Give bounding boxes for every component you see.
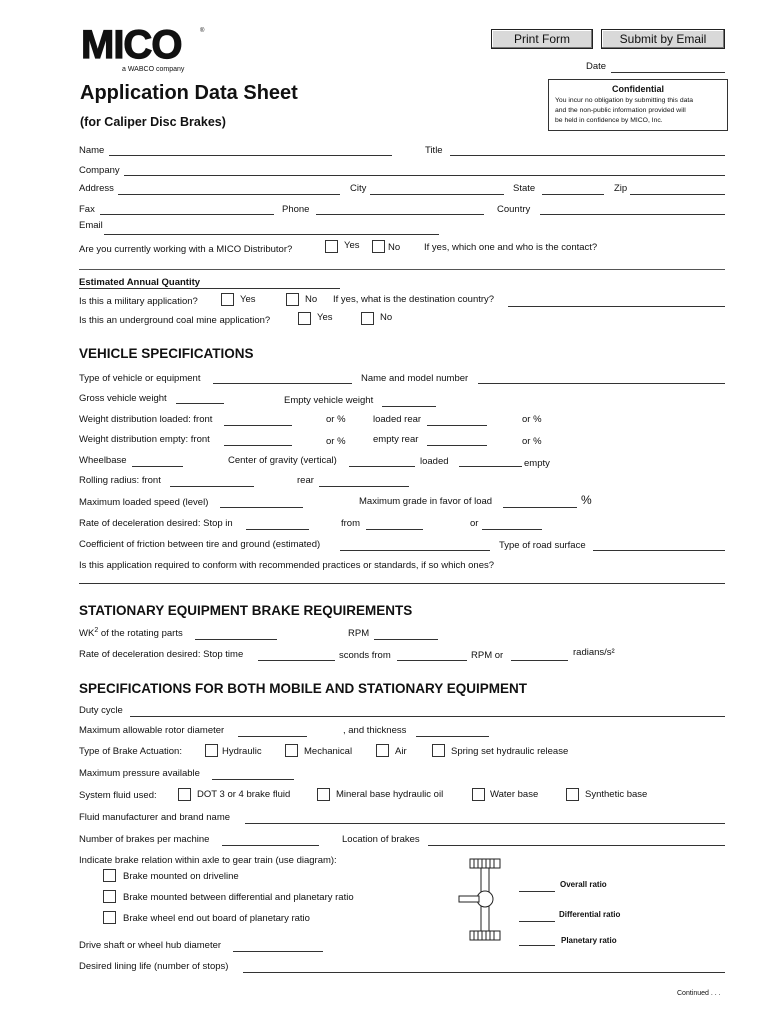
radians-label: radians/s² [573, 647, 615, 658]
decel-from-field[interactable] [366, 529, 423, 530]
decel-or-field[interactable] [482, 529, 542, 530]
road-surface-label: Type of road surface [499, 540, 586, 551]
rotor-diameter-field[interactable] [238, 736, 307, 737]
lining-life-label: Desired lining life (number of stops) [79, 961, 229, 972]
name-field[interactable] [109, 155, 392, 156]
mechanical-checkbox[interactable] [285, 744, 298, 757]
wheelbase-field[interactable] [132, 466, 183, 467]
company-field[interactable] [124, 175, 725, 176]
logo-subtitle: a WABCO company [122, 66, 185, 73]
military-yes-checkbox[interactable] [221, 293, 234, 306]
zip-field[interactable] [630, 194, 725, 195]
rolling-front-field[interactable] [170, 486, 254, 487]
city-field[interactable] [370, 194, 504, 195]
system-fluid-label: System fluid used: [79, 790, 157, 801]
phone-field[interactable] [316, 214, 484, 215]
address-label: Address [79, 183, 114, 194]
decel-stop-field[interactable] [246, 529, 309, 530]
wheel-end-label: Brake wheel end out board of planetary ratio [123, 913, 310, 924]
dot-fluid-checkbox[interactable] [178, 788, 191, 801]
date-label: Date [586, 61, 607, 72]
dot-fluid-label: DOT 3 or 4 brake fluid [197, 789, 291, 800]
distributor-question: Are you currently working with a MICO Distributor? [79, 244, 293, 255]
distributor-yes-checkbox[interactable] [325, 240, 338, 253]
duty-cycle-label: Duty cycle [79, 705, 123, 716]
vehicle-type-field[interactable] [213, 383, 352, 384]
actuation-label: Type of Brake Actuation: [79, 746, 182, 757]
fax-label: Fax [79, 204, 95, 215]
max-grade-label: Maximum grade in favor of load [359, 496, 493, 507]
from-rpm-field[interactable] [397, 660, 467, 661]
between-diff-checkbox[interactable] [103, 890, 116, 903]
annual-quantity-field[interactable] [79, 288, 340, 289]
air-checkbox[interactable] [376, 744, 389, 757]
svg-text:MICO: MICO [81, 26, 182, 62]
cog-empty-field[interactable] [459, 466, 522, 467]
thickness-field[interactable] [416, 736, 489, 737]
brake-location-field[interactable] [428, 845, 725, 846]
distributor-no-checkbox[interactable] [372, 240, 385, 253]
planetary-ratio-field[interactable] [519, 945, 555, 946]
water-base-checkbox[interactable] [472, 788, 485, 801]
hub-diameter-field[interactable] [233, 951, 323, 952]
distributor-yes-label: Yes [344, 240, 360, 251]
confidential-box [548, 79, 728, 131]
print-form-button[interactable]: Print Form [491, 29, 593, 49]
gross-weight-label: Gross vehicle weight [79, 393, 167, 404]
company-label: Company [79, 165, 120, 176]
stop-time-label: Rate of deceleration desired: Stop time [79, 649, 244, 660]
wheelbase-label: Wheelbase [79, 455, 127, 466]
confidential-text-3: be held in confidence by MICO, Inc. [555, 117, 663, 124]
overall-ratio-field[interactable] [519, 891, 555, 892]
date-field[interactable] [611, 72, 725, 73]
name-model-field[interactable] [478, 383, 725, 384]
water-base-label: Water base [490, 789, 539, 800]
decel-from-label: from [341, 518, 360, 529]
stop-time-field[interactable] [258, 660, 335, 661]
page-title: Application Data Sheet [80, 82, 298, 104]
spring-set-label: Spring set hydraulic release [451, 746, 569, 757]
wk-field[interactable] [195, 639, 277, 640]
differential-ratio-label: Differential ratio [559, 910, 621, 919]
vehicle-type-label: Type of vehicle or equipment [79, 373, 201, 384]
coal-yes-checkbox[interactable] [298, 312, 311, 325]
max-pressure-field[interactable] [212, 779, 294, 780]
fluid-mfr-label: Fluid manufacturer and brand name [79, 812, 231, 823]
wd-loaded-front-label: Weight distribution loaded: front [79, 414, 213, 425]
page-subtitle: (for Caliper Disc Brakes) [80, 115, 226, 129]
percent-sign: % [581, 493, 592, 507]
wd-empty-front-label: Weight distribution empty: front [79, 434, 210, 445]
wheel-end-checkbox[interactable] [103, 911, 116, 924]
or-percent-label-4: or % [522, 436, 542, 447]
wd-empty-front-field[interactable] [224, 445, 292, 446]
email-field[interactable] [104, 234, 439, 235]
annual-quantity-label: Estimated Annual Quantity [79, 277, 201, 288]
email-label: Email [79, 220, 103, 231]
loaded-rear-label: loaded rear [373, 414, 422, 425]
svg-text:®: ® [200, 28, 205, 34]
name-label: Name [79, 145, 105, 156]
num-brakes-label: Number of brakes per machine [79, 834, 210, 845]
max-grade-field[interactable] [503, 507, 577, 508]
mineral-oil-label: Mineral base hydraulic oil [336, 789, 444, 800]
num-brakes-field[interactable] [222, 845, 319, 846]
stationary-heading: STATIONARY EQUIPMENT BRAKE REQUIREMENTS [79, 603, 413, 618]
air-label: Air [395, 746, 407, 757]
state-field[interactable] [542, 194, 604, 195]
mechanical-label: Mechanical [304, 746, 353, 757]
brake-location-label: Location of brakes [342, 834, 420, 845]
state-label: State [513, 183, 536, 194]
synthetic-base-checkbox[interactable] [566, 788, 579, 801]
overall-ratio-label: Overall ratio [560, 880, 607, 889]
rpm-label: RPM [348, 628, 370, 639]
rotor-diameter-label: Maximum allowable rotor diameter [79, 725, 225, 736]
max-speed-field[interactable] [220, 507, 303, 508]
lining-life-field[interactable] [243, 972, 725, 973]
title-field[interactable] [450, 155, 725, 156]
thickness-label: , and thickness [343, 725, 407, 736]
wk-label: $WK^2$ of the rotating parts [79, 627, 183, 640]
country-label: Country [497, 204, 531, 215]
decel-or-label: or [470, 518, 479, 529]
hub-diameter-label: Drive shaft or wheel hub diameter [79, 940, 222, 951]
empty-rear-label: empty rear [373, 434, 419, 445]
max-speed-label: Maximum loaded speed (level) [79, 497, 209, 508]
military-no-checkbox[interactable] [286, 293, 299, 306]
wd-loaded-front-field[interactable] [224, 425, 292, 426]
fax-field[interactable] [100, 214, 274, 215]
cog-label: Center of gravity (vertical) [228, 455, 337, 466]
decel-label: Rate of deceleration desired: Stop in [79, 518, 233, 529]
or-percent-label-1: or % [326, 414, 346, 425]
gross-weight-field[interactable] [176, 403, 224, 404]
rolling-front-label: Rolling radius: front [79, 475, 161, 486]
driveline-label: Brake mounted on driveline [123, 871, 239, 882]
driveline-checkbox[interactable] [103, 869, 116, 882]
mineral-oil-checkbox[interactable] [317, 788, 330, 801]
confidential-text-2: and the non-public information provided will [555, 107, 686, 114]
coal-mine-question: Is this an underground coal mine application? [79, 315, 271, 326]
standards-question: Is this application required to conform with recommended practices or standards, if so which ones? [79, 560, 495, 571]
empty-weight-label: Empty vehicle weight [284, 395, 374, 406]
distributor-no-label: No [388, 242, 401, 253]
empty-weight-field[interactable] [382, 406, 436, 407]
rolling-rear-field[interactable] [319, 486, 409, 487]
military-no-label: No [305, 294, 318, 305]
military-followup: If yes, what is the destination country? [333, 294, 495, 305]
rpm-or-label: RPM or [471, 650, 504, 661]
brake-relation-label: Indicate brake relation within axle to gear train (use diagram): [79, 855, 337, 866]
friction-label: Coefficient of friction between tire and ground (estimated) [79, 539, 321, 550]
or-percent-label-2: or % [522, 414, 542, 425]
differential-ratio-field[interactable] [519, 921, 555, 922]
or-percent-label-3: or % [326, 436, 346, 447]
spring-set-checkbox[interactable] [432, 744, 445, 757]
confidential-title: Confidential [612, 84, 664, 94]
axle-diagram [458, 857, 504, 943]
fluid-mfr-field[interactable] [245, 823, 725, 824]
duty-cycle-field[interactable] [130, 716, 725, 717]
synthetic-base-label: Synthetic base [585, 789, 648, 800]
radians-field[interactable] [511, 660, 568, 661]
between-diff-label: Brake mounted between differential and planetary ratio [123, 892, 354, 903]
phone-label: Phone [282, 204, 310, 215]
cog-loaded-label: loaded [420, 456, 449, 467]
military-yes-label: Yes [240, 294, 256, 305]
loaded-rear-field[interactable] [427, 425, 487, 426]
submit-email-button[interactable]: Submit by Email [601, 29, 725, 49]
zip-label: Zip [614, 183, 628, 194]
hydraulic-label: Hydraulic [222, 746, 262, 757]
distributor-followup: If yes, which one and who is the contact? [424, 242, 598, 253]
max-pressure-label: Maximum pressure available [79, 768, 200, 779]
address-field[interactable] [118, 194, 340, 195]
mico-logo [80, 26, 206, 62]
coal-yes-label: Yes [317, 312, 333, 323]
friction-field[interactable] [340, 550, 490, 551]
military-question: Is this a military application? [79, 296, 198, 307]
standards-field[interactable] [79, 583, 725, 584]
coal-no-checkbox[interactable] [361, 312, 374, 325]
title-label: Title [425, 145, 443, 156]
rolling-rear-label: rear [297, 475, 314, 486]
hydraulic-checkbox[interactable] [205, 744, 218, 757]
cog-loaded-field[interactable] [349, 466, 415, 467]
confidential-text-1: You incur no obligation by submitting this data [555, 97, 694, 104]
vehicle-specs-heading: VEHICLE SPECIFICATIONS [79, 346, 254, 361]
destination-country-field[interactable] [508, 306, 725, 307]
country-field[interactable] [540, 214, 725, 215]
coal-no-label: No [380, 312, 393, 323]
both-specs-heading: SPECIFICATIONS FOR BOTH MOBILE AND STATIONARY EQUIPMENT [79, 681, 528, 696]
city-label: City [350, 183, 367, 194]
sconds-from-label: sconds from [339, 650, 391, 661]
cog-empty-label: empty [524, 458, 550, 469]
planetary-ratio-label: Planetary ratio [561, 936, 617, 945]
name-model-label: Name and model number [361, 373, 469, 384]
continued-label: Continued . . . [677, 990, 721, 997]
rpm-field[interactable] [374, 639, 438, 640]
empty-rear-field[interactable] [427, 445, 487, 446]
section-divider [79, 269, 725, 270]
road-surface-field[interactable] [593, 550, 725, 551]
